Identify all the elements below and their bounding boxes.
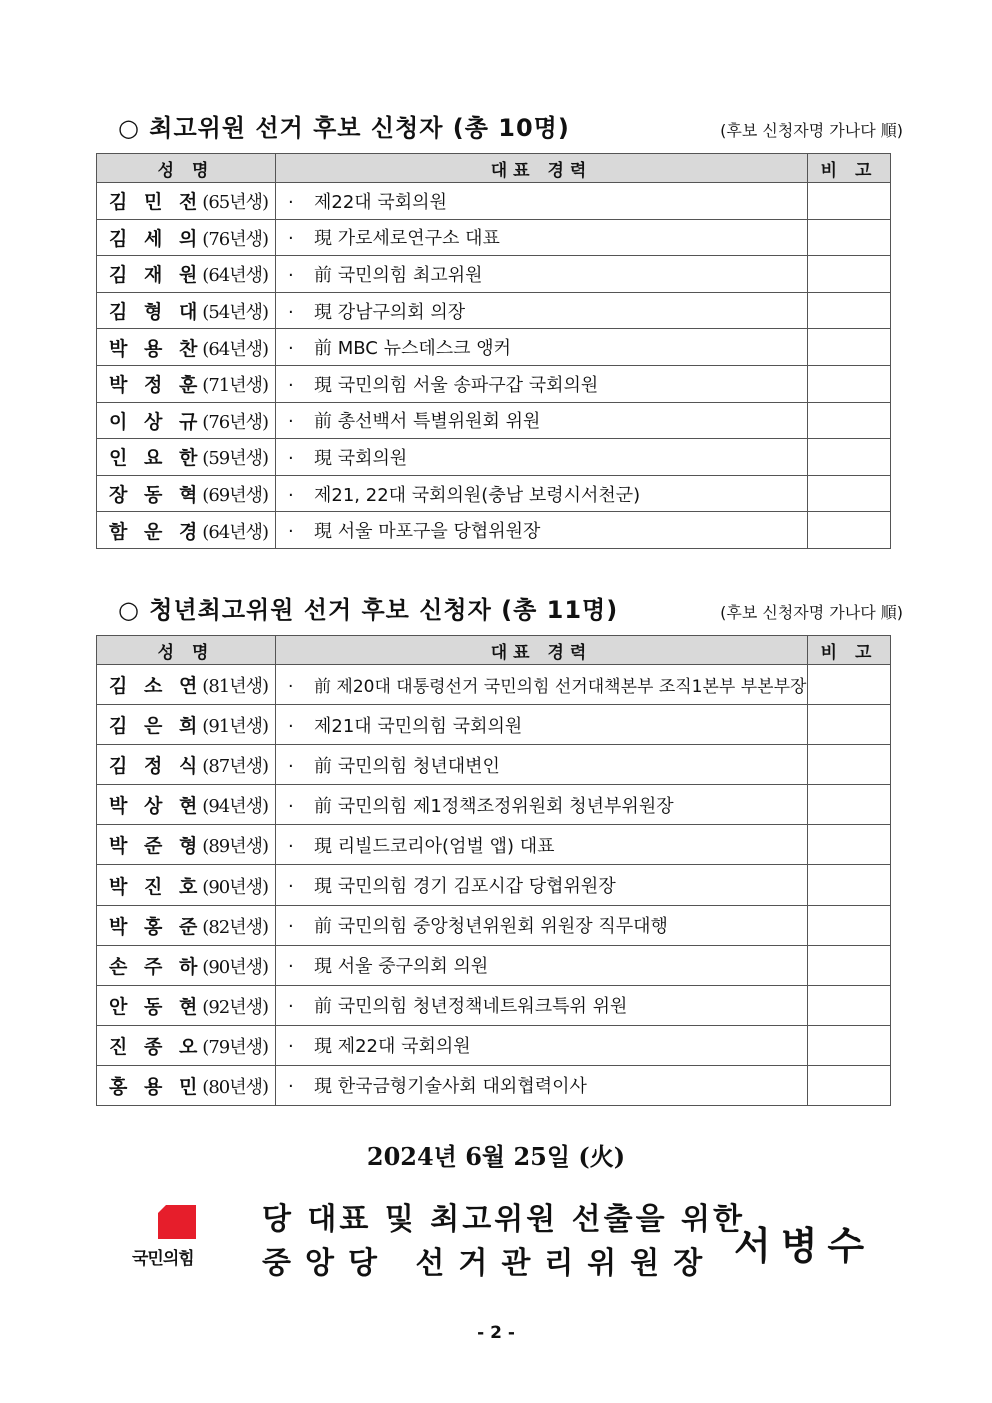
career-text: 前 국민의힘 청년정책네트워크특위 위원	[314, 996, 628, 1018]
header-note: 비 고	[808, 636, 891, 665]
table-row	[97, 439, 891, 476]
header-career: 대표 경력	[276, 154, 808, 183]
bullet: ·	[288, 715, 294, 737]
career-text: 現 서울 중구의회 의원	[314, 956, 489, 978]
career-cell	[276, 905, 808, 945]
bullet: ·	[288, 956, 294, 978]
candidate-cell	[97, 512, 276, 549]
issuer-line-2: 중앙당 선거관리위원장	[262, 1246, 717, 1281]
table-row	[97, 512, 891, 549]
candidate-cell	[97, 705, 276, 745]
career-cell	[276, 665, 808, 705]
bullet: ·	[288, 521, 294, 543]
note-cell	[808, 256, 891, 293]
candidate-name: 김 소 연	[109, 675, 203, 698]
note-cell	[808, 402, 891, 439]
candidate-birth-year: (89년생)	[202, 836, 269, 858]
career-cell	[276, 745, 808, 785]
candidate-birth-year: (64년생)	[202, 338, 269, 360]
candidate-name: 함 운 경	[109, 520, 203, 543]
candidate-cell	[97, 256, 276, 293]
section1-sort-note: (후보 신청자명 가나다 順)	[720, 121, 903, 140]
candidate-cell	[97, 745, 276, 785]
candidate-name: 박 진 호	[109, 875, 203, 898]
table-row	[97, 183, 891, 220]
note-cell	[808, 183, 891, 220]
bullet: ·	[288, 484, 294, 506]
candidates-table-2	[96, 635, 891, 1106]
table-row	[97, 219, 891, 256]
career-text: 前 국민의힘 최고위원	[314, 264, 483, 286]
candidate-name: 인 요 한	[109, 447, 203, 470]
bullet: ·	[288, 411, 294, 433]
note-cell	[808, 825, 891, 865]
career-text: 제21대 국민의힘 국회의원	[314, 715, 523, 737]
candidate-cell	[97, 865, 276, 905]
candidate-name: 김 재 원	[109, 264, 203, 287]
note-cell	[808, 439, 891, 476]
candidate-name: 김 형 대	[109, 301, 203, 324]
candidate-name: 이 상 규	[109, 410, 203, 433]
section1-title: ○ 최고위원 선거 후보 신청자 (총 10명)	[118, 114, 570, 142]
career-text: 제22대 국회의원	[314, 191, 447, 213]
note-cell	[808, 945, 891, 985]
career-cell	[276, 365, 808, 402]
bullet: ·	[288, 228, 294, 250]
bullet: ·	[288, 1076, 294, 1098]
candidate-cell	[97, 475, 276, 512]
table-row	[97, 402, 891, 439]
career-text: 前 국민의힘 중앙청년위원회 위원장 직무대행	[314, 916, 668, 938]
candidate-name: 손 주 하	[109, 955, 203, 978]
career-cell	[276, 219, 808, 256]
header-name: 성 명	[97, 636, 276, 665]
career-text: 前 총선백서 특별위원회 위원	[314, 411, 541, 433]
career-text: 제21, 22대 국회의원(충남 보령시서천군)	[314, 484, 641, 506]
table-row	[97, 865, 891, 905]
career-text: 現 강남구의회 의장	[314, 301, 466, 323]
bullet: ·	[288, 374, 294, 396]
bullet: ·	[288, 1036, 294, 1058]
candidate-cell	[97, 1065, 276, 1105]
candidate-cell	[97, 825, 276, 865]
career-cell	[276, 1065, 808, 1105]
career-cell	[276, 183, 808, 220]
candidate-birth-year: (64년생)	[202, 521, 269, 543]
career-text: 現 국회의원	[314, 447, 408, 469]
page-number: - 2 -	[477, 1323, 515, 1343]
candidate-name: 김 세 의	[109, 227, 203, 250]
career-text: 現 한국금형기술사회 대외협력이사	[314, 1076, 587, 1098]
candidate-birth-year: (92년생)	[202, 996, 269, 1018]
table-row	[97, 985, 891, 1025]
career-cell	[276, 475, 808, 512]
candidate-birth-year: (87년생)	[202, 756, 269, 778]
table-row	[97, 785, 891, 825]
candidate-birth-year: (79년생)	[202, 1036, 269, 1058]
bullet: ·	[288, 264, 294, 286]
candidate-birth-year: (90년생)	[202, 956, 269, 978]
table-row	[97, 945, 891, 985]
table-row	[97, 825, 891, 865]
issuer-block	[262, 1198, 745, 1286]
table-row	[97, 1025, 891, 1065]
candidate-birth-year: (59년생)	[202, 448, 269, 470]
candidate-cell	[97, 905, 276, 945]
table-row	[97, 665, 891, 705]
bullet: ·	[288, 996, 294, 1018]
note-cell	[808, 475, 891, 512]
candidate-name: 진 종 오	[109, 1035, 203, 1058]
note-cell	[808, 705, 891, 745]
bullet: ·	[288, 876, 294, 898]
table-row	[97, 365, 891, 402]
career-text: 現 국민의힘 서울 송파구갑 국회의원	[314, 374, 599, 396]
party-logo-text: 국민의힘	[132, 1249, 194, 1269]
candidate-cell	[97, 329, 276, 366]
candidate-birth-year: (69년생)	[202, 485, 269, 507]
note-cell	[808, 665, 891, 705]
candidate-name: 안 동 현	[109, 995, 203, 1018]
candidate-birth-year: (90년생)	[202, 876, 269, 898]
career-text: 現 국민의힘 경기 김포시갑 당협위원장	[314, 876, 616, 898]
career-cell	[276, 825, 808, 865]
note-cell	[808, 1025, 891, 1065]
bullet: ·	[288, 191, 294, 213]
table-row	[97, 905, 891, 945]
table-row	[97, 292, 891, 329]
candidate-cell	[97, 365, 276, 402]
bullet: ·	[288, 755, 294, 777]
candidate-birth-year: (76년생)	[202, 228, 269, 250]
bullet: ·	[288, 301, 294, 323]
career-cell	[276, 985, 808, 1025]
career-cell	[276, 705, 808, 745]
announcement-date: 2024년 6월 25일 (火)	[366, 1142, 626, 1171]
career-cell	[276, 292, 808, 329]
candidate-name: 박 용 찬	[109, 337, 203, 360]
section2-heading	[118, 590, 903, 625]
note-cell	[808, 329, 891, 366]
table-row	[97, 256, 891, 293]
note-cell	[808, 745, 891, 785]
candidate-cell	[97, 1025, 276, 1065]
career-text: 前 국민의힘 청년대변인	[314, 755, 500, 777]
note-cell	[808, 905, 891, 945]
career-text: 現 리빌드코리아(엄벌 앱) 대표	[314, 835, 555, 857]
table-row	[97, 475, 891, 512]
bullet: ·	[288, 795, 294, 817]
candidate-birth-year: (65년생)	[202, 192, 269, 214]
note-cell	[808, 985, 891, 1025]
bullet: ·	[288, 338, 294, 360]
career-cell	[276, 402, 808, 439]
issuer-line-1: 당 대표 및 최고위원 선출을 위한	[262, 1202, 745, 1237]
candidate-name: 박 홍 준	[109, 915, 203, 938]
career-cell	[276, 1025, 808, 1065]
note-cell	[808, 219, 891, 256]
career-cell	[276, 439, 808, 476]
career-cell	[276, 512, 808, 549]
career-text: 前 국민의힘 제1정책조정위원회 청년부위원장	[314, 795, 674, 817]
bullet: ·	[288, 447, 294, 469]
candidate-cell	[97, 219, 276, 256]
table-row	[97, 329, 891, 366]
party-logo-icon	[158, 1205, 196, 1239]
career-cell	[276, 865, 808, 905]
party-logo	[132, 1205, 222, 1269]
career-text: 現 제22대 국회의원	[314, 1036, 471, 1058]
career-text: 現 서울 마포구을 당협위원장	[314, 521, 541, 543]
candidates-table-2-body	[97, 665, 891, 1106]
career-text: 現 가로세로연구소 대표	[314, 228, 500, 250]
note-cell	[808, 785, 891, 825]
candidates-table-1	[96, 153, 891, 549]
candidates-table-1-body	[97, 183, 891, 549]
candidate-name: 박 준 형	[109, 835, 203, 858]
candidate-cell	[97, 785, 276, 825]
note-cell	[808, 865, 891, 905]
candidate-cell	[97, 183, 276, 220]
career-cell	[276, 256, 808, 293]
table-row	[97, 705, 891, 745]
candidate-birth-year: (64년생)	[202, 265, 269, 287]
candidate-birth-year: (81년생)	[202, 676, 269, 698]
section1-heading	[118, 108, 903, 143]
candidate-name: 박 상 현	[109, 795, 203, 818]
candidate-name: 박 정 훈	[109, 374, 203, 397]
bullet: ·	[288, 835, 294, 857]
candidate-name: 장 동 혁	[109, 484, 203, 507]
bullet: ·	[288, 677, 294, 698]
candidate-birth-year: (71년생)	[202, 375, 269, 397]
candidate-cell	[97, 439, 276, 476]
candidate-birth-year: (82년생)	[202, 916, 269, 938]
section2-sort-note: (후보 신청자명 가나다 順)	[720, 603, 903, 622]
candidate-birth-year: (94년생)	[202, 796, 269, 818]
candidate-birth-year: (76년생)	[202, 411, 269, 433]
table-row	[97, 745, 891, 785]
candidate-name: 김 은 희	[109, 715, 203, 738]
candidate-name: 김 정 식	[109, 755, 203, 778]
bullet: ·	[288, 916, 294, 938]
career-text: 前 MBC 뉴스데스크 앵커	[314, 338, 512, 360]
note-cell	[808, 292, 891, 329]
table-header-row	[97, 636, 891, 665]
signer-name: 서병수	[734, 1223, 875, 1268]
candidate-name: 홍 용 민	[109, 1075, 203, 1098]
candidate-cell	[97, 945, 276, 985]
header-name: 성 명	[97, 154, 276, 183]
candidate-name: 김 민 전	[109, 191, 203, 214]
note-cell	[808, 365, 891, 402]
candidate-cell	[97, 985, 276, 1025]
career-text: 前 제20대 대통령선거 국민의힘 선거대책본부 조직1본부 부본부장	[314, 677, 807, 698]
header-career: 대표 경력	[276, 636, 808, 665]
career-cell	[276, 945, 808, 985]
career-cell	[276, 785, 808, 825]
candidate-cell	[97, 292, 276, 329]
section2-title: ○ 청년최고위원 선거 후보 신청자 (총 11명)	[118, 596, 619, 624]
header-note: 비 고	[808, 154, 891, 183]
candidate-birth-year: (54년생)	[202, 302, 269, 324]
candidate-birth-year: (91년생)	[202, 716, 269, 738]
candidate-cell	[97, 402, 276, 439]
note-cell	[808, 512, 891, 549]
note-cell	[808, 1065, 891, 1105]
career-cell	[276, 329, 808, 366]
table-row	[97, 1065, 891, 1105]
candidate-cell	[97, 665, 276, 705]
table-header-row	[97, 154, 891, 183]
candidate-birth-year: (80년생)	[202, 1076, 269, 1098]
